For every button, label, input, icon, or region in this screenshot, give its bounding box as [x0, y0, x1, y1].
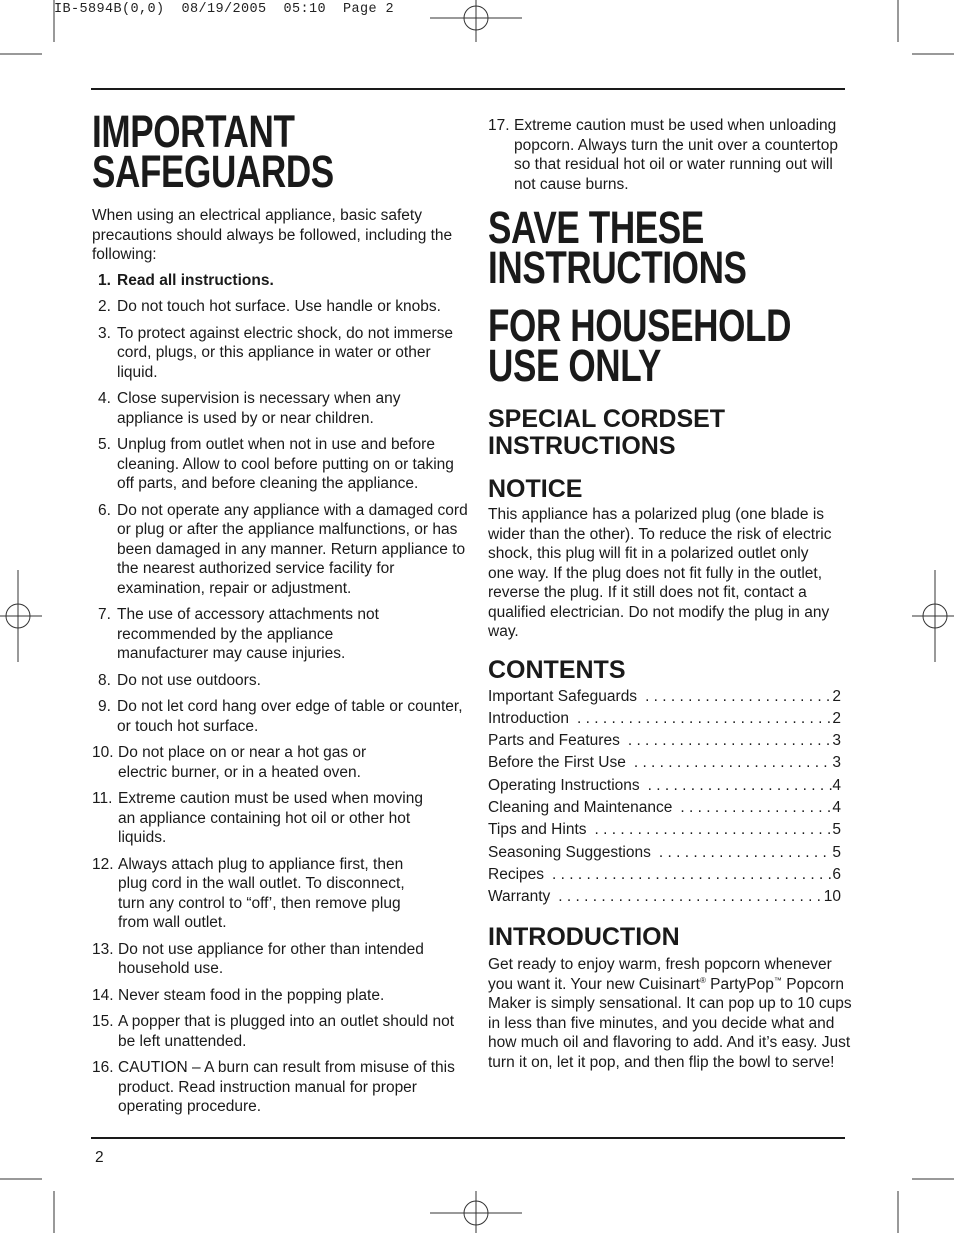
item-number: 13. — [92, 940, 114, 958]
item-text: Extreme caution must be used when unloading popcorn. Always turn the unit over a countertop so that residual hot oil or water running out will not cause burns. — [514, 117, 838, 193]
toc-page: 3 — [832, 754, 841, 772]
list-item — [92, 389, 470, 428]
item-text: The use of accessory attachments not recommended by the appliance manufacturer may cause injuries. — [117, 606, 379, 662]
introduction-text — [488, 955, 856, 1072]
heading-line: FOR HOUSEHOLD — [488, 300, 792, 351]
item-number: 4. — [98, 390, 111, 407]
item-number: 11. — [92, 790, 113, 807]
toc-page: 4 — [832, 776, 841, 794]
item-number: 9. — [98, 698, 111, 715]
item-text: Do not operate any appliance with a damaged cord or plug or after the appliance malfunctions, or has been damaged in any manner. Return appliance to the nearest authorized service facility for examination, repair or adjustment. — [117, 501, 468, 597]
intro-text-part: Get ready to enjoy warm, fresh popcorn whenever you want it. Your new Cuisinart — [488, 956, 832, 993]
toc-leader — [640, 775, 833, 797]
item-number: 8. — [98, 671, 111, 689]
intro-text-part: Popcorn Maker is simply sensational. It can pop up to 10 cups in less than five minutes, and you decide what and how much oil and flavoring to add. And it’s easy. Just turn it on, let it pop, and then flip the bowl to serve! — [488, 975, 852, 1071]
toc-leader — [672, 797, 832, 819]
item-text: Extreme caution must be used when moving an appliance containing hot oil or other hot liquids. — [118, 790, 423, 846]
item-number: 1. — [98, 271, 111, 289]
safeguards-list-continued — [488, 116, 858, 194]
save-instructions-heading — [488, 202, 863, 293]
item-number: 17. — [488, 117, 510, 134]
item-text: A popper that is plugged into an outlet should not be left unattended. — [118, 1013, 455, 1050]
heading-line: SAVE THESE — [488, 202, 704, 253]
left-column — [92, 106, 470, 1124]
toc-entry — [488, 864, 841, 886]
item-number: 2. — [98, 298, 111, 315]
item-number: 3. — [98, 324, 111, 342]
item-text: Do not use outdoors. — [117, 671, 261, 689]
item-number: 10. — [92, 744, 114, 761]
item-text: To protect against electric shock, do not immerse cord, plugs, or this appliance in water or other liquid. — [117, 324, 453, 381]
item-text: Never steam food in the popping plate. — [118, 986, 385, 1004]
item-text: Do not let cord hang over edge of table or counter, or touch hot surface. — [117, 698, 463, 735]
safeguards-intro: When using an electrical appliance, basic safety precautions should always be followed, including the following: — [92, 207, 453, 263]
item-number: 6. — [98, 501, 111, 519]
table-of-contents — [488, 686, 858, 909]
item-number: 14. — [92, 986, 114, 1004]
toc-title: Parts and Features — [488, 732, 620, 750]
toc-page: 2 — [832, 687, 841, 705]
printer-slug: IB-5894B(0,0) 08/19/2005 05:10 Page 2 — [54, 2, 395, 17]
toc-page: 4 — [832, 798, 841, 816]
toc-entry — [488, 730, 841, 752]
list-item — [92, 605, 470, 664]
trademark-mark: ™ — [773, 975, 782, 985]
heading-line: SPECIAL CORDSET — [488, 405, 726, 433]
right-column — [488, 116, 858, 1072]
page-number: 2 — [95, 1149, 104, 1166]
toc-entry — [488, 797, 841, 819]
top-rule — [91, 88, 845, 90]
list-item — [92, 297, 470, 317]
important-safeguards-heading — [92, 106, 475, 197]
list-item — [92, 986, 470, 1006]
item-number: 5. — [98, 436, 111, 453]
item-text: Do not place on or near a hot gas or electric burner, or in a heated oven. — [118, 744, 367, 781]
contents-heading: CONTENTS — [488, 655, 626, 684]
item-text: Read all instructions. — [117, 271, 274, 289]
item-number: 12. — [92, 855, 114, 873]
item-text: Close supervision is necessary when any appliance is used by or near children. — [117, 390, 401, 427]
list-item — [92, 671, 470, 691]
list-item — [92, 271, 470, 291]
cordset-heading — [488, 406, 858, 460]
toc-entry — [488, 886, 841, 908]
heading-line: INSTRUCTIONS — [488, 242, 747, 293]
toc-entry — [488, 775, 841, 797]
toc-title: Important Safeguards — [488, 687, 638, 705]
toc-title: Introduction — [488, 709, 569, 727]
toc-entry — [488, 708, 841, 730]
toc-title: Seasoning Suggestions — [488, 843, 651, 861]
item-text: Always attach plug to appliance first, then plug cord in the wall outlet. To disconnect, turn any control to “off’, then remove plug from wall outlet. — [118, 855, 405, 931]
list-item — [92, 501, 470, 599]
list-item — [92, 1012, 470, 1051]
item-text: CAUTION – A burn can result from misuse of this product. Read instruction manual for proper operating procedure. — [118, 1059, 455, 1115]
list-item — [488, 116, 858, 194]
toc-page: 3 — [832, 732, 841, 750]
item-number: 16. — [92, 1059, 114, 1076]
toc-entry — [488, 752, 841, 774]
toc-title: Recipes — [488, 865, 544, 883]
list-item — [92, 435, 470, 494]
heading-line: INSTRUCTIONS — [488, 432, 676, 460]
toc-leader — [626, 752, 833, 774]
toc-leader — [637, 686, 832, 708]
list-item — [92, 789, 470, 848]
toc-entry — [488, 686, 841, 708]
notice-text: This appliance has a polarized plug (one blade is wider than the other). To reduce the risk of electric shock, this plug will fit in a polarized outlet only one way. If the plug does not fit fully in the outlet, reverse the plug. If it still does not fit, contact a qualified electrician. Do not modify the plug in any way. — [488, 506, 832, 640]
list-item — [92, 324, 470, 383]
item-text: Do not touch hot surface. Use handle or knobs. — [117, 298, 441, 315]
list-item — [92, 855, 470, 933]
heading-line: SAFEGUARDS — [92, 146, 334, 197]
registered-mark: ® — [699, 975, 706, 985]
toc-leader — [620, 730, 833, 752]
toc-leader — [569, 708, 832, 730]
list-item — [92, 743, 470, 782]
toc-leader — [544, 864, 832, 886]
toc-page: 6 — [832, 865, 841, 883]
toc-title: Cleaning and Maintenance — [488, 798, 673, 816]
toc-entry — [488, 819, 841, 841]
item-text: Do not use appliance for other than intended household use. — [118, 940, 424, 977]
toc-entry — [488, 842, 841, 864]
toc-title: Operating Instructions — [488, 776, 640, 794]
toc-leader — [550, 886, 823, 908]
toc-leader — [651, 842, 833, 864]
heading-line: IMPORTANT — [92, 106, 295, 157]
toc-leader — [587, 819, 833, 841]
toc-title: Tips and Hints — [488, 821, 587, 839]
toc-page: 5 — [832, 821, 841, 839]
item-text: Unplug from outlet when not in use and before cleaning. Allow to cool before putting on or taking off parts, and before cleaning the appliance. — [117, 436, 454, 492]
list-item — [92, 940, 470, 979]
list-item — [92, 697, 470, 736]
toc-title: Warranty — [488, 888, 551, 906]
introduction-heading: INTRODUCTION — [488, 923, 680, 952]
bottom-rule — [91, 1137, 845, 1139]
list-item — [92, 1058, 470, 1117]
heading-line: USE ONLY — [488, 340, 662, 391]
item-number: 7. — [98, 606, 111, 623]
toc-title: Before the First Use — [488, 754, 626, 772]
toc-page: 5 — [832, 843, 841, 861]
notice-heading: NOTICE — [488, 475, 583, 503]
toc-page: 2 — [832, 709, 841, 727]
item-number: 15. — [92, 1013, 114, 1030]
intro-text-part: PartyPop — [705, 975, 774, 993]
safeguards-list — [92, 271, 470, 1117]
household-use-heading — [488, 300, 863, 391]
toc-page: 10 — [823, 888, 841, 906]
